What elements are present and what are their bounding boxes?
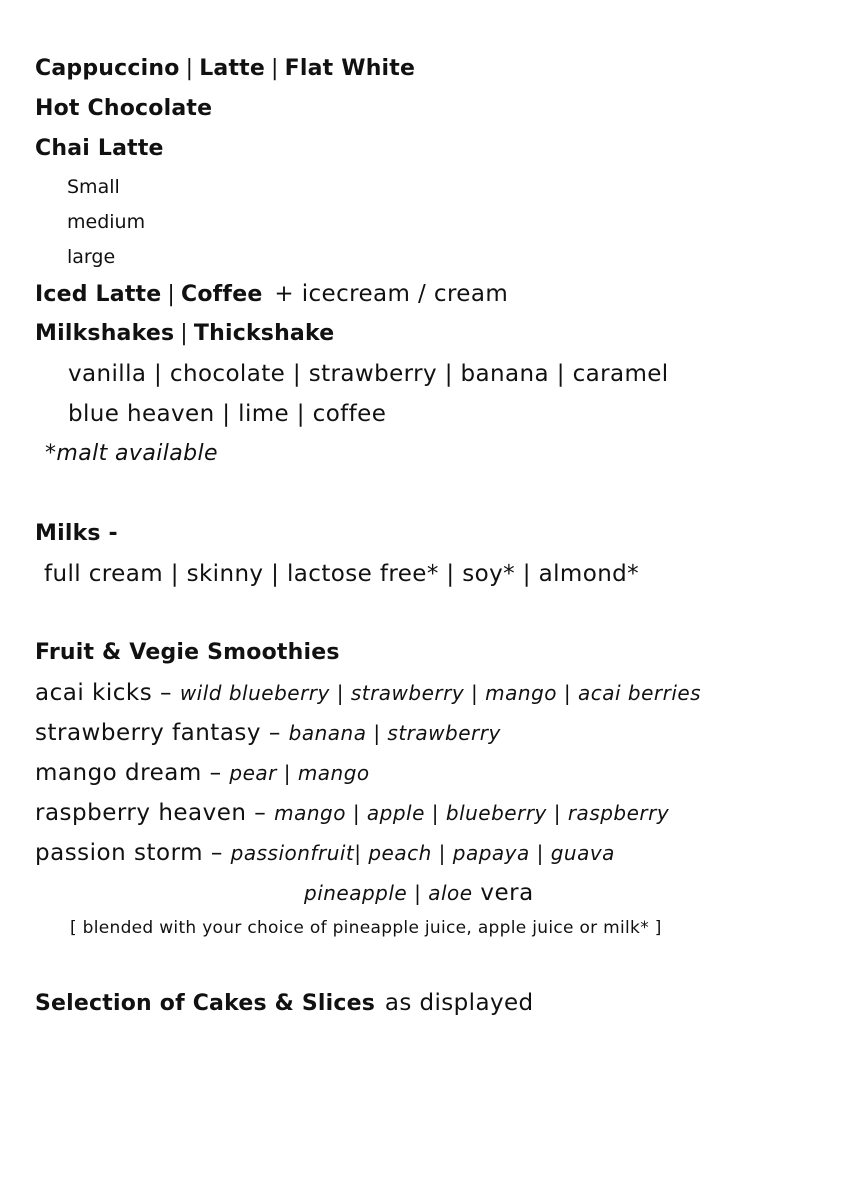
smoothie-name: acai kicks – bbox=[35, 680, 173, 706]
milks-heading-text: Milks - bbox=[35, 521, 118, 546]
coffee-items-line bbox=[35, 58, 415, 80]
smoothie-name: strawberry fantasy – bbox=[35, 720, 281, 746]
smoothie-ingredients: pear | mango bbox=[229, 761, 370, 785]
smoothies-heading: Fruit & Vegie Smoothies bbox=[35, 640, 340, 665]
smoothie-passion-storm-continued bbox=[304, 882, 534, 905]
size-medium: medium bbox=[67, 211, 146, 233]
smoothie-passion-storm bbox=[35, 842, 615, 865]
item-milkshakes: Milkshakes bbox=[35, 321, 175, 346]
smoothie-ingredients: wild blueberry | strawberry | mango | acai berries bbox=[179, 681, 702, 705]
size-large: large bbox=[67, 246, 116, 268]
iced-items-line bbox=[35, 283, 508, 306]
shakes-items-line bbox=[35, 323, 334, 345]
item-coffee: Coffee bbox=[181, 282, 263, 307]
smoothie-ingredients: banana | strawberry bbox=[288, 721, 501, 745]
smoothie-name: mango dream – bbox=[35, 760, 222, 786]
blend-note: [ blended with your choice of pineapple juice, apple juice or milk* ] bbox=[70, 918, 662, 938]
smoothie-name: raspberry heaven – bbox=[35, 800, 267, 826]
shake-flavours-2: blue heaven | lime | coffee bbox=[68, 401, 387, 427]
milks-heading bbox=[35, 523, 118, 545]
cakes-heading: Selection of Cakes & Slices bbox=[35, 991, 376, 1016]
smoothie-ingredients: pineapple | aloe bbox=[304, 881, 473, 905]
item-cappuccino: Cappuccino bbox=[35, 56, 180, 81]
cakes-note: as displayed bbox=[384, 990, 534, 1016]
separator: | bbox=[185, 56, 194, 81]
smoothie-ingredients: passionfruit| peach | papaya | guava bbox=[230, 841, 615, 865]
item-hot-chocolate: Hot Chocolate bbox=[35, 96, 213, 121]
item-latte: Latte bbox=[199, 56, 266, 81]
size-small: Small bbox=[67, 176, 120, 198]
malt-note: *malt available bbox=[45, 441, 218, 466]
item-thickshake: Thickshake bbox=[193, 321, 335, 346]
smoothie-name: passion storm – bbox=[35, 840, 223, 866]
item-flat-white: Flat White bbox=[284, 56, 416, 81]
shake-flavours-1: vanilla | chocolate | strawberry | banana | caramel bbox=[68, 361, 669, 387]
smoothie-raspberry-heaven bbox=[35, 802, 669, 825]
item-chai-latte: Chai Latte bbox=[35, 136, 164, 161]
iced-extras: + icecream / cream bbox=[274, 281, 509, 307]
separator: | bbox=[180, 321, 188, 346]
separator: | bbox=[271, 56, 279, 81]
smoothie-strawberry-fantasy bbox=[35, 722, 501, 745]
smoothie-ingredients: mango | apple | blueberry | raspberry bbox=[274, 801, 670, 825]
smoothie-acai-kicks bbox=[35, 682, 701, 705]
separator: | bbox=[167, 282, 175, 307]
item-iced-latte: Iced Latte bbox=[35, 282, 162, 307]
smoothie-mango-dream bbox=[35, 762, 370, 785]
cakes-line bbox=[35, 992, 534, 1015]
milks-options: full cream | skinny | lactose free* | soy* | almond* bbox=[44, 561, 640, 587]
smoothie-ingredients-plain: vera bbox=[480, 880, 534, 906]
